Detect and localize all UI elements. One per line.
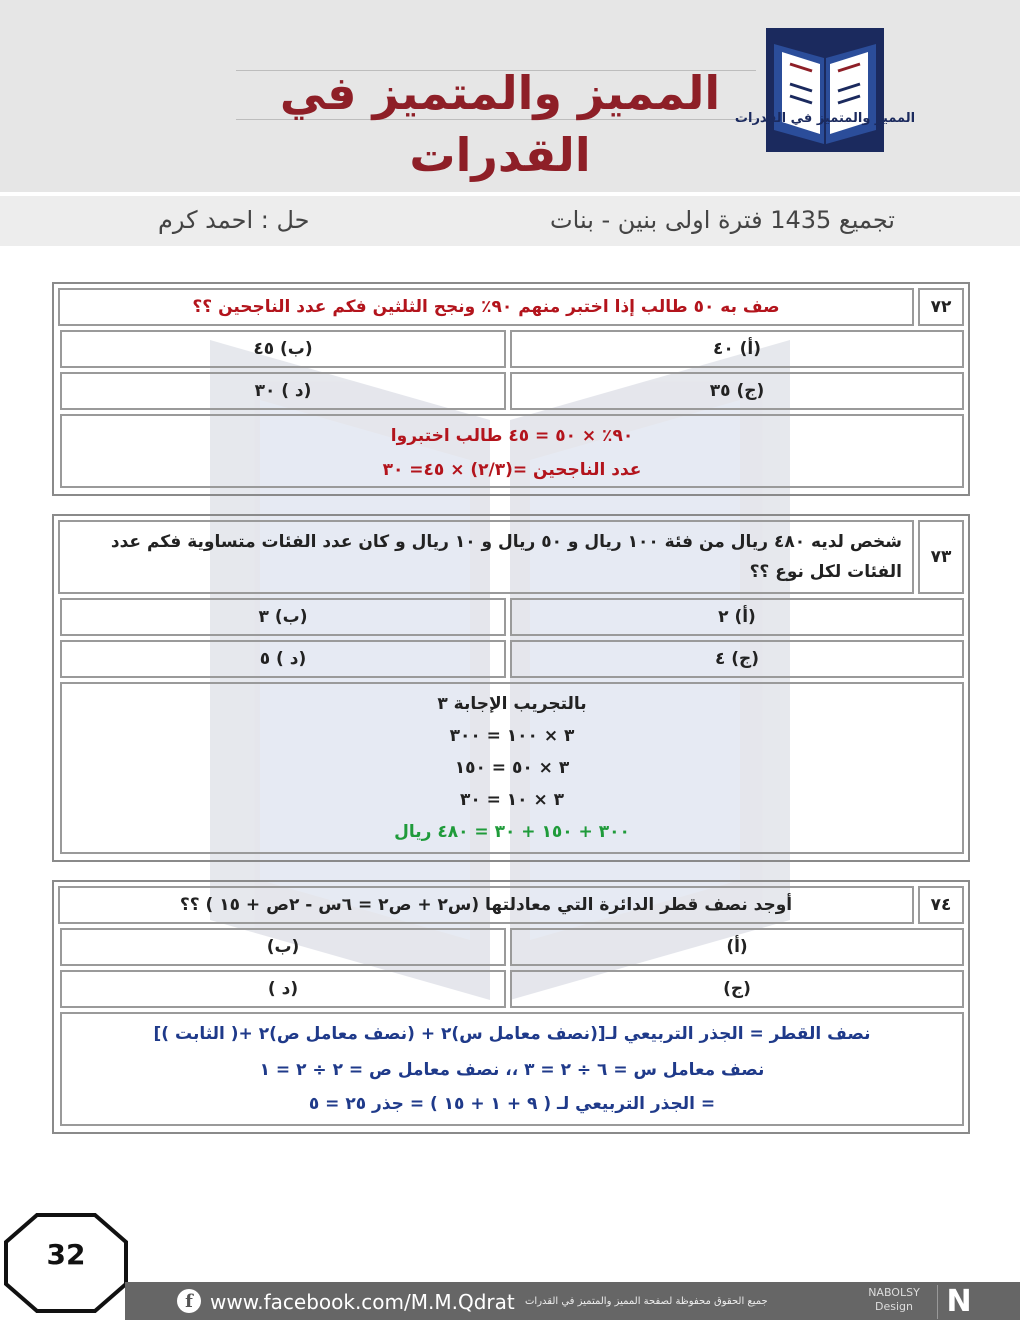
facebook-icon[interactable]: f — [177, 1289, 201, 1313]
solver-name: حل : احمد كرم — [158, 206, 310, 234]
question-number: ٧٣ — [918, 520, 964, 594]
solution-line: ٩٠٪ × ٥٠ = ٤٥ طالب اختبروا — [390, 426, 634, 446]
solution-line: ٣ × ٥٠ = ١٥٠ — [454, 758, 570, 778]
collection-title: تجميع 1435 فترة اولى بنين - بنات — [550, 206, 895, 234]
designer-logo: N — [937, 1285, 980, 1319]
option-c[interactable]: (ج) — [510, 970, 964, 1008]
solution-box — [60, 682, 964, 854]
page-number: 32 — [46, 1238, 86, 1271]
logo-text: المميز والمتميز في القدرات — [734, 111, 916, 126]
solution-line: عدد الناجحين =(٢/٣) × ٤٥= ٣٠ — [382, 460, 642, 480]
solution-line: ٣ × ١٠ = ٣٠ — [459, 790, 565, 810]
solution-line: نصف معامل س = ٦ ÷ ٢ = ٣ ،، نصف معامل ص = ٢ ÷ ٢ = ١ — [259, 1060, 765, 1080]
option-a[interactable]: (أ) — [510, 928, 964, 966]
question-73-table — [52, 514, 970, 862]
question-text: شخص لديه ٤٨٠ ريال من فئة ١٠٠ ريال و ٥٠ ريال و ١٠ ريال و كان عدد الفئات متساوية فكم عدد الفئات لكل نوع ؟؟ — [58, 520, 914, 594]
option-d[interactable]: (د ) — [60, 970, 506, 1008]
solution-line: ٣ × ١٠٠ = ٣٠٠ — [449, 726, 575, 746]
option-d[interactable]: (د ) ٣٠ — [60, 372, 506, 410]
solution-line: ٣٠٠ + ١٥٠ + ٣٠ = ٤٨٠ ريال — [394, 822, 630, 842]
option-b[interactable]: (ب) ٤٥ — [60, 330, 506, 368]
brand-title: المميز والمتميز في القدرات — [279, 66, 721, 182]
designer-name: NABOLSY — [868, 1286, 920, 1299]
option-a[interactable]: (أ) ٢ — [510, 598, 964, 636]
option-b[interactable]: (ب) ٣ — [60, 598, 506, 636]
book-logo-icon — [734, 24, 916, 156]
designer-sub: Design — [875, 1300, 913, 1313]
option-a[interactable]: (أ) ٤٠ — [510, 330, 964, 368]
question-72-table — [52, 282, 970, 496]
solution-line: = الجذر التربيعي لـ ( ٩ + ١ + ١٥ ) = جذر ٢٥ = ٥ — [308, 1094, 716, 1114]
solution-line: نصف القطر = الجذر التربيعي لـ[(نصف معامل س)٢ + (نصف معامل ص)٢ +( الثابت )] — [153, 1024, 871, 1044]
option-d[interactable]: (د ) ٥ — [60, 640, 506, 678]
question-text: أوجد نصف قطر الدائرة التي معادلتها (س٢ + ص٢ = ٦س - ٢ص + ١٥ ) ؟؟ — [58, 886, 914, 924]
question-text: صف به ٥٠ طالب إذا اختبر منهم ٩٠٪ ونجح الثلثين فكم عدد الناجحين ؟؟ — [58, 288, 914, 326]
question-74-table — [52, 880, 970, 1134]
designer-credit — [863, 1286, 925, 1314]
copyright-text: جميع الحقوق محفوظة لصفحة المميز والمتميز في القدرات — [525, 1296, 768, 1307]
option-b[interactable]: (ب) — [60, 928, 506, 966]
option-c[interactable]: (ج) ٤ — [510, 640, 964, 678]
solution-box — [60, 414, 964, 488]
solution-box — [60, 1012, 964, 1126]
solution-line: بالتجريب الإجابة ٣ — [437, 694, 587, 714]
question-number: ٧٤ — [918, 886, 964, 924]
question-number: ٧٢ — [918, 288, 964, 326]
facebook-link[interactable]: www.facebook.com/M.M.Qdrat — [210, 1290, 515, 1314]
option-c[interactable]: (ج) ٣٥ — [510, 372, 964, 410]
